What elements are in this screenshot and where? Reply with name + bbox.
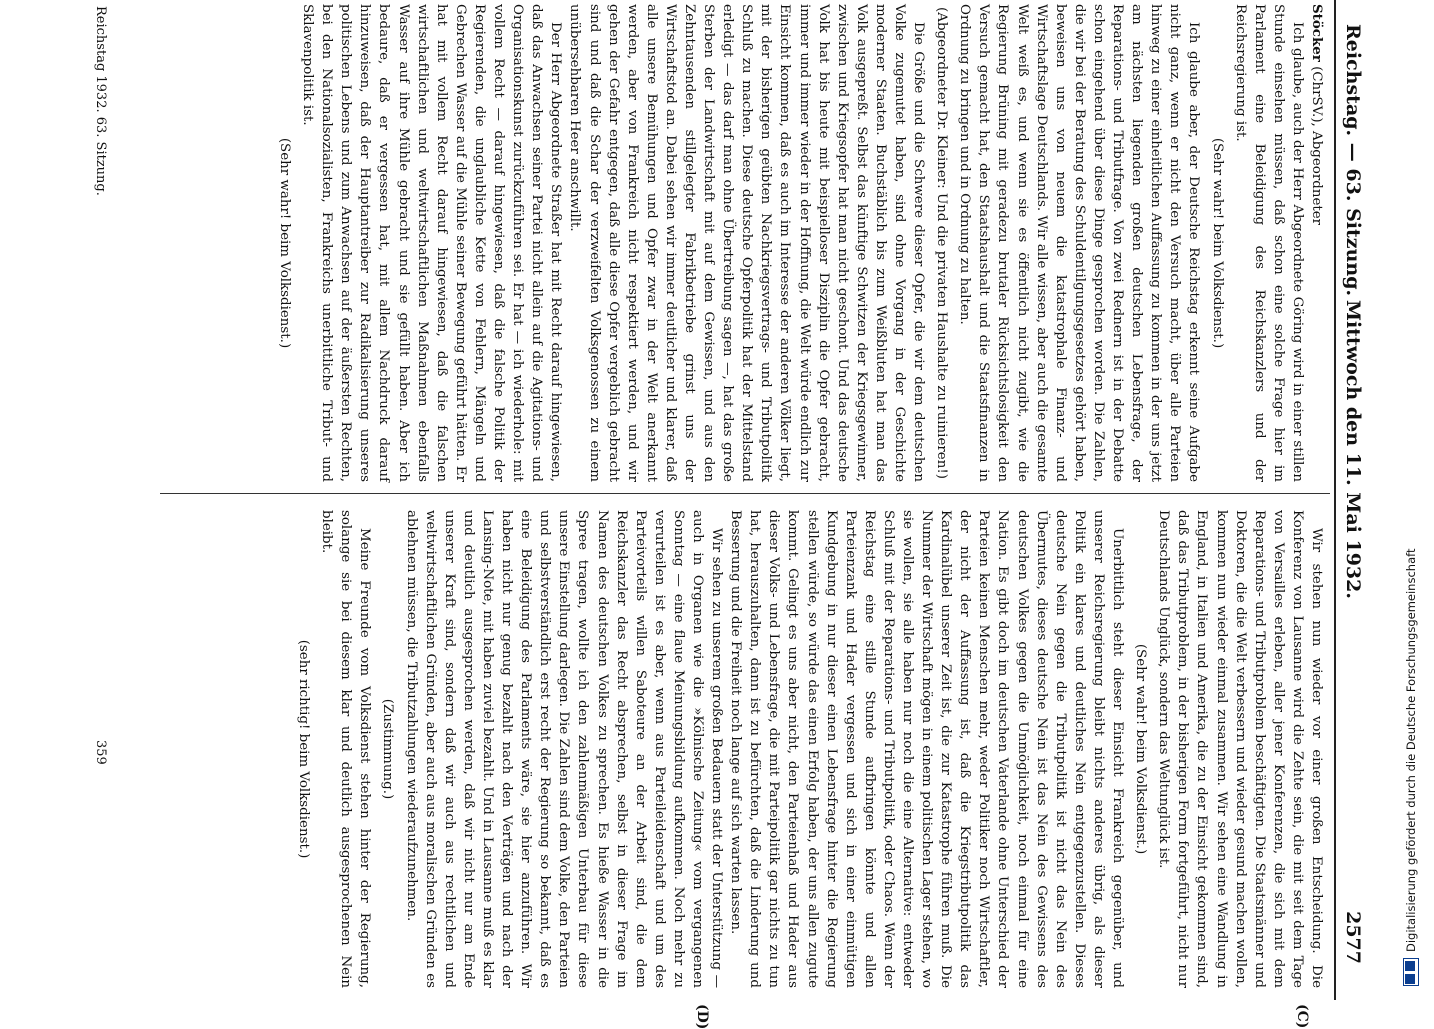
running-header [1336,0,1364,1000]
header-date: Mittwoch den 11. Mai 1932. [1342,300,1364,599]
paragraph: Wir stehen nun wieder vor einer großen Entscheidung. Die Konferenz von Lausanne wird die Zehte sein, die mit seit dem Tage von Versailles erleben, aller jener Konferenzen, die sich mit dem Reparations- und Tributproblem beschäftigten. Die Staatsmänner und Doktoren, die die Welt verbessern und wieder gesund machen wollen, kommen nun wieder einmal zusammen. Wir sehen eine Wandlung in England, in Italien und Amerika, die zu der Einsicht gekommen sind, daß das Tributproblem, in der bisherigen Form fortgeführt, nicht nur Deutschlands Unglück, sondern das Weltunglück ist. [1156,510,1324,988]
paragraph: Ich glaube aber, der Deutsche Reichstag erkennt seine Aufgabe nicht ganz, wenn er nicht den Versuch macht, über alle Parteien hinweg zu einer einheitlichen Auffassung zu kommen in der uns jetzt am nächsten liegenden großen deutschen Lebensfrage, der Reparations- und Tributfrage. Von zwei Rednern ist in der Debatte schon eingehend über diese Dinge gesprochen worden. Die Zahlen, die wir bei der Beratung des Schuldentilgungsgesetzes gehört haben, beweisen uns von neuem die katastrophale Finanz- und Wirtschaftslage Deutschlands. Wir alle wissen, aber auch die gesamte Welt weiß es, und wenn sie es öffentlich nicht zugibt, wie die Regierung Brüning mit geradezu brutaler Rücksichtslosigkeit den Versuch gemacht hat, den Staatshaushalt und die Staatsfinanzen in Ordnung zu bringen und in Ordnung zu halten. [957,4,1202,482]
interjection: (Abgeordneter Dr. Kleiner: Und die privaten Haushalte zu ruinieren!) [934,7,950,479]
left-column [271,4,1326,482]
interjection: (Zustimmung.) [380,698,396,800]
page-number: 2577 [1342,911,1364,964]
interjection: (Sehr wahr! beim Volksdienst.) [277,137,293,349]
interjection: (sehr richtig! beim Volksdienst.) [296,639,312,859]
paragraph: Wir sehen zu unserem großen Bedauern statt der Unterstützung — auch in Organen wie die »Kölnische Zeitung« vom vergangenen Sonntag — eine flaue Meinungsbildung aufkommen. Noch mehr zu verurteilen ist es aber, wenn aus Parteileidenschaft und um des Parteivorteils willen Saboteure an der Arbeit sind, die dem Reichskanzler das Recht absprechen, selbst in dieser Frage im Namen des deutschen Volkes zu sprechen. Es hieße Wasser in die Spree tragen, wollte ich den zahlenmäßigen Unterbau für diese unsere Einstellung darlegen. Die Zahlen sind dem Volke, den Parteien und selbstverständlich erst recht der Regierung so bekannt, daß es eine Beleidigung des Parlaments wäre, sie hier anzuführen. Wir haben nicht nur genug bezahlt nach den Verträgen und nach der Lansing-Note, mit haben zuviel bezahlt. Und in Lausanne muß es klar und deutlich ausgesprochen werden, daß wir nicht nur am Ende unserer Kraft sind, sondern daß wir auch aus rechtlichen und weltwirtschaftlichen Gründen, aber auch aus moralischen Gründen es ablehnen müssen, die Tributzahlungen wiederaufzunehmen. [403,510,725,988]
digitization-credit [1400,0,1422,1000]
footer-page-number: 359 [93,740,108,765]
page-footer: Reichstag 1932. 63. Sitzung. [93,6,108,196]
paragraph: Meine Freunde vom Volksdienst stehen hinter der Regierung, solange sie bei diesem klar und deutlich ausgesprochenen Nein bleibt. [319,510,373,988]
credit-text: Digitalisierung gefördert durch die Deutsche Forschungsgemeinschaft [1404,548,1418,952]
dfg-logo-icon [1403,958,1419,986]
speaker-line [1307,4,1326,482]
paragraph: Die Größe und die Schwere dieser Opfer, die wir dem deutschen Volke zugemutet haben, sind ohne Vorgang in der Geschichte moderner Staaten. Buchstäblich bis zum Weißbluten hat man das Volk ausgepreßt. Selbst das künftige Schwitzen der Kriegsgewinner, zwischen und Kriegsopfer hat man nicht geschont. Und das deutsche Volk hat bis heute mit beispielloser Disziplin die Opfer gebracht, immer und immer wieder in der Hoffnung, die Welt würde endlich zur Einsicht kommen, daß es auch im Interesse der anderen Völker liegt, mit der bisherigen geübten Nachkriegsvertrags- und Tributpolitik Schluß zu machen. Diese deutsche Opferpolitik hat der Mittelstand erledigt — das darf man ohne Übertreibung sagen —, hat das große Sterben der Landwirtschaft mit auf dem Gewissen, und aus den Zehntausenden stillgelegter Fabrikbetriebe grinst uns der Wirtschaftstod an. Dabei sehen wir immer deutlicher und klarer, daß alle unsere Bemühungen und Opfer zwar in der Welt anerkannt werden, aber von Frankreich nicht respektiert werden, und wir gehen der Gefahr entgegen, daß alle diese Opfer vergeblich gebracht sind und daß die Schar der verzweifelten Volksgenossen zu einem unübersehbaren Heer anschwillt. [567,4,927,482]
paragraph: Der Herr Abgeordnete Straßer hat mit Recht darauf hingewiesen, daß das Anwachsen seiner Partei nicht allein auf die Agitations- und Organisationskunst zurückzuführen sei. Er hat — ich wiederhole: mit vollem Recht — darauf hingewiesen, daß die falsche Politik der Regierenden, die unglaubliche Kette von Fehlern, Mängeln und Gebrechen Wasser auf die Mühle seiner Bewegung geführt hätten. Er hat mit vollem Recht darauf hingewiesen, daß die falschen wirtschaftlichen und weltwirtschaftlichen Maßnahmen ebenfalls Wasser auf ihre Mühle gebracht und sie gefüllt haben. Aber ich bedaure, daß er vergessen hat, mit allem Nachdruck darauf hinzuweisen, daß der Hauptantreiber zur Radikalisierung unseres politischen Lebens und zum Anwachsen auf der äußersten Rechten, bei den Nationalsozialisten, Frankreichs unerbittliche Tribut- und Sklavenpolitik ist. [300,4,564,482]
margin-mark-c: (C) [1294,1004,1310,1029]
right-column [290,510,1326,988]
margin-mark-d: (D) [694,1004,710,1029]
scanned-page [10,0,1370,1029]
paragraph: Ich glaube, auch der Herr Abgeordnete Göring wird in einer stillen Stunde einsehen müssen, daß schon eine solche Frage hier im Parlament eine Beleidigung des Reichskanzlers und der Reichsregierung ist. [1232,4,1305,482]
speaker-note: (ChrSV.), Abgeordneter [1309,66,1324,226]
column-divider [160,493,1330,494]
interjection: (Sehr wahr! beim Volksdienst.) [1209,137,1225,349]
interjection: (Sehr wahr! beim Volksdienst.) [1133,643,1149,855]
speaker-name: Stöcker [1309,4,1325,62]
header-rule [1334,0,1336,1000]
paragraph: Unerbittlich steht dieser Einsicht Frankreich gegenüber, und unserer Reichsregierung bleibt nichts anderes übrig, als dieser Politik ein klares und deutliches Nein entgegenzustellen. Dieses deutsche Nein gegen die Tributpolitik ist nicht das Nein des Übermutes, dieses deutsche Nein ist das Nein des Gewissens des deutschen Volkes gegen die Unmöglichkeit, noch einmal für eine Nation. Es gibt doch im deutschen Vaterlande ohne Unterschied der Parteien keinen Menschen mehr, weder Politiker noch Wirtschaftler, der nicht der Auffassung ist, daß die Kriegstributpolitik das Kardinalübel unserer Zeit ist, die zur Katastrophe führen muß. Die Nummer der Wirtschaft mögen in einem politischen Lager stehen, wo sie wollen, sie alle haben nur noch die eine Alternative: entweder Schluß mit der Reparations- und Tributpolitik, oder Chaos. Wenn der Reichstag eine stille Stunde aufbringen könnte und allen Parteienzank und Hader vergessen und sich in einer einmütigen Kundgebung in nur dieser einen Lebensfrage hinter die Regierung stellen würde, so würde das einen Erfolg haben, der uns allen zugute kommt. Gelingt es uns aber nicht, den Parteienhaß und Hader aus dieser Volks- und Lebensfrage, die mit Parteipolitik gar nichts zu tun hat, herauszuhalten, dann ist zu befürchten, daß die Linderung und Besserung und die Freiheit noch lange auf sich warten lassen. [728,510,1126,988]
header-left: Reichstag. — 63. Sitzung. [1342,24,1364,297]
